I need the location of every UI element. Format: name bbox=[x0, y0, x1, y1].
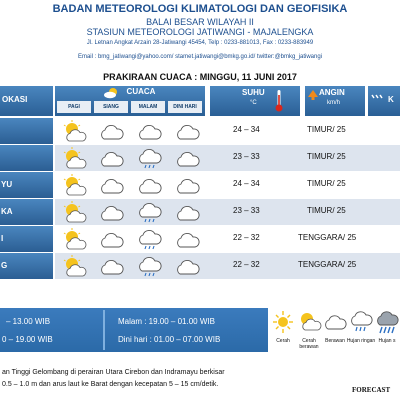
header bbox=[0, 0, 400, 68]
cloud-icon bbox=[172, 173, 204, 197]
row-wind: TIMUR/ 25 bbox=[307, 125, 346, 134]
row-temperature: 22 – 32 bbox=[233, 233, 260, 242]
partly-cloudy-icon bbox=[296, 308, 322, 336]
row-location: KA bbox=[0, 199, 53, 225]
legend-label-berawan: Berawan bbox=[325, 338, 345, 344]
cloud-icon bbox=[172, 119, 204, 143]
cloud-icon bbox=[96, 173, 128, 197]
row-location: I bbox=[0, 226, 53, 252]
column-extra-label: K bbox=[388, 95, 394, 104]
column-extra-header bbox=[368, 86, 400, 116]
legend-label-cerah-berawan: Cerah berawan bbox=[299, 338, 319, 350]
rain-cloud-icon bbox=[134, 200, 166, 224]
rain-cloud-icon bbox=[134, 254, 166, 278]
wave-note bbox=[0, 356, 400, 400]
period-malam: MALAM bbox=[131, 101, 165, 113]
row-location bbox=[0, 145, 53, 171]
cloud-icon bbox=[96, 254, 128, 278]
table-row bbox=[0, 118, 400, 145]
row-wind: TIMUR/ 25 bbox=[307, 179, 346, 188]
time-separator bbox=[103, 310, 105, 350]
partly-cloudy-icon bbox=[58, 146, 90, 170]
row-wind: TIMUR/ 25 bbox=[307, 206, 346, 215]
row-temperature: 23 – 33 bbox=[233, 152, 260, 161]
wind-unit: km/h bbox=[327, 100, 341, 106]
row-location: G bbox=[0, 253, 53, 279]
wind-arrow-icon bbox=[308, 90, 318, 100]
sun-icon bbox=[270, 308, 296, 336]
time-dini-hari: Dini hari : 01.00 – 07.00 WIB bbox=[118, 335, 221, 344]
wave-note-line1: an Tinggi Gelombang di perairan Utara Cirebon dan Indramayu berkisar bbox=[2, 369, 225, 376]
cloud-icon bbox=[96, 119, 128, 143]
cloud-icon bbox=[134, 173, 166, 197]
period-siang: SIANG bbox=[94, 101, 128, 113]
row-wind: TENGGARA/ 25 bbox=[298, 233, 357, 242]
cloud-icon bbox=[96, 200, 128, 224]
column-temperature-label: SUHU bbox=[242, 88, 265, 97]
row-temperature: 23 – 33 bbox=[233, 206, 260, 215]
table-row bbox=[0, 226, 400, 253]
forecast-title: PRAKIRAAN CUACA : MINGGU, 11 JUNI 2017 bbox=[103, 72, 297, 82]
rain-cloud-icon bbox=[134, 146, 166, 170]
station-title: STASIUN METEOROLOGI JATIWANGI - MAJALENGKA bbox=[86, 27, 314, 37]
row-wind: TIMUR/ 25 bbox=[307, 152, 346, 161]
row-location: YU bbox=[0, 172, 53, 198]
cloud-icon bbox=[172, 200, 204, 224]
column-wind-label: ANGIN bbox=[319, 88, 345, 97]
partly-cloudy-icon bbox=[58, 200, 90, 224]
partly-cloudy-icon bbox=[58, 254, 90, 278]
wave-note-line2: 0.5 – 1.0 m dan arus laut ke Barat dengan kecepatan 5 – 15 cm/detik. bbox=[2, 381, 219, 388]
table-row bbox=[0, 145, 400, 172]
legend-label-hujan-ringan: Hujan ringan bbox=[346, 338, 376, 344]
row-location bbox=[0, 118, 53, 144]
legend-label-cerah: Cerah bbox=[276, 338, 290, 344]
temperature-unit: °C bbox=[250, 100, 257, 106]
time-siang: 0 – 19.00 WIB bbox=[2, 335, 53, 344]
cloud-icon bbox=[96, 146, 128, 170]
partly-cloudy-icon bbox=[58, 119, 90, 143]
period-pagi: PAGI bbox=[57, 101, 91, 113]
light-rain-icon bbox=[348, 308, 374, 336]
row-wind: TENGGARA/ 25 bbox=[298, 260, 357, 269]
contacts-text: Email : bmg_jatiwangi@yahoo.com/ stamet.jatiwangi@bmkg.go.id/ twitter:@bmkg_jatiwangi bbox=[77, 54, 323, 60]
time-malam: Malam : 19.00 – 01.00 WIB bbox=[118, 317, 215, 326]
row-temperature: 24 – 34 bbox=[233, 125, 260, 134]
rain-cloud-icon bbox=[134, 227, 166, 251]
waves-icon bbox=[370, 94, 384, 106]
table-row bbox=[0, 253, 400, 280]
row-temperature: 22 – 32 bbox=[233, 260, 260, 269]
table-row bbox=[0, 172, 400, 199]
address-text: Jl. Letnan Angkat Arzain 28-Jatiwangi 45454, Telp : 0233-881013, Fax : 0233-883949 bbox=[86, 40, 314, 46]
legend-label-hujan-sedang: Hujan s bbox=[378, 338, 396, 344]
brand-text: FORECAST bbox=[352, 386, 391, 394]
regional-title: BALAI BESAR WILAYAH II bbox=[146, 17, 254, 27]
cloud-icon bbox=[322, 308, 348, 336]
column-weather-label: CUACA bbox=[126, 87, 156, 96]
row-temperature: 24 – 34 bbox=[233, 179, 260, 188]
cloud-icon bbox=[172, 254, 204, 278]
time-pagi: – 13.00 WIB bbox=[6, 317, 51, 326]
partly-cloudy-icon bbox=[58, 227, 90, 251]
cloud-icon bbox=[134, 119, 166, 143]
column-wind-header bbox=[305, 86, 365, 116]
column-location-header bbox=[0, 86, 53, 116]
column-location-label: OKASI bbox=[2, 95, 28, 104]
partly-cloudy-icon bbox=[58, 173, 90, 197]
cloud-icon bbox=[172, 146, 204, 170]
time-legend bbox=[0, 308, 268, 352]
period-dini-hari: DINI HARI bbox=[168, 101, 202, 113]
column-temperature-header bbox=[210, 86, 300, 116]
thermometer-icon bbox=[274, 89, 284, 113]
column-weather-header bbox=[55, 86, 205, 116]
cloud-icon bbox=[172, 227, 204, 251]
heavy-rain-icon bbox=[374, 308, 400, 336]
cloud-icon bbox=[96, 227, 128, 251]
table-row bbox=[0, 199, 400, 226]
agency-title: BADAN METEOROLOGI KLIMATOLOGI DAN GEOFISIKA bbox=[52, 3, 348, 15]
